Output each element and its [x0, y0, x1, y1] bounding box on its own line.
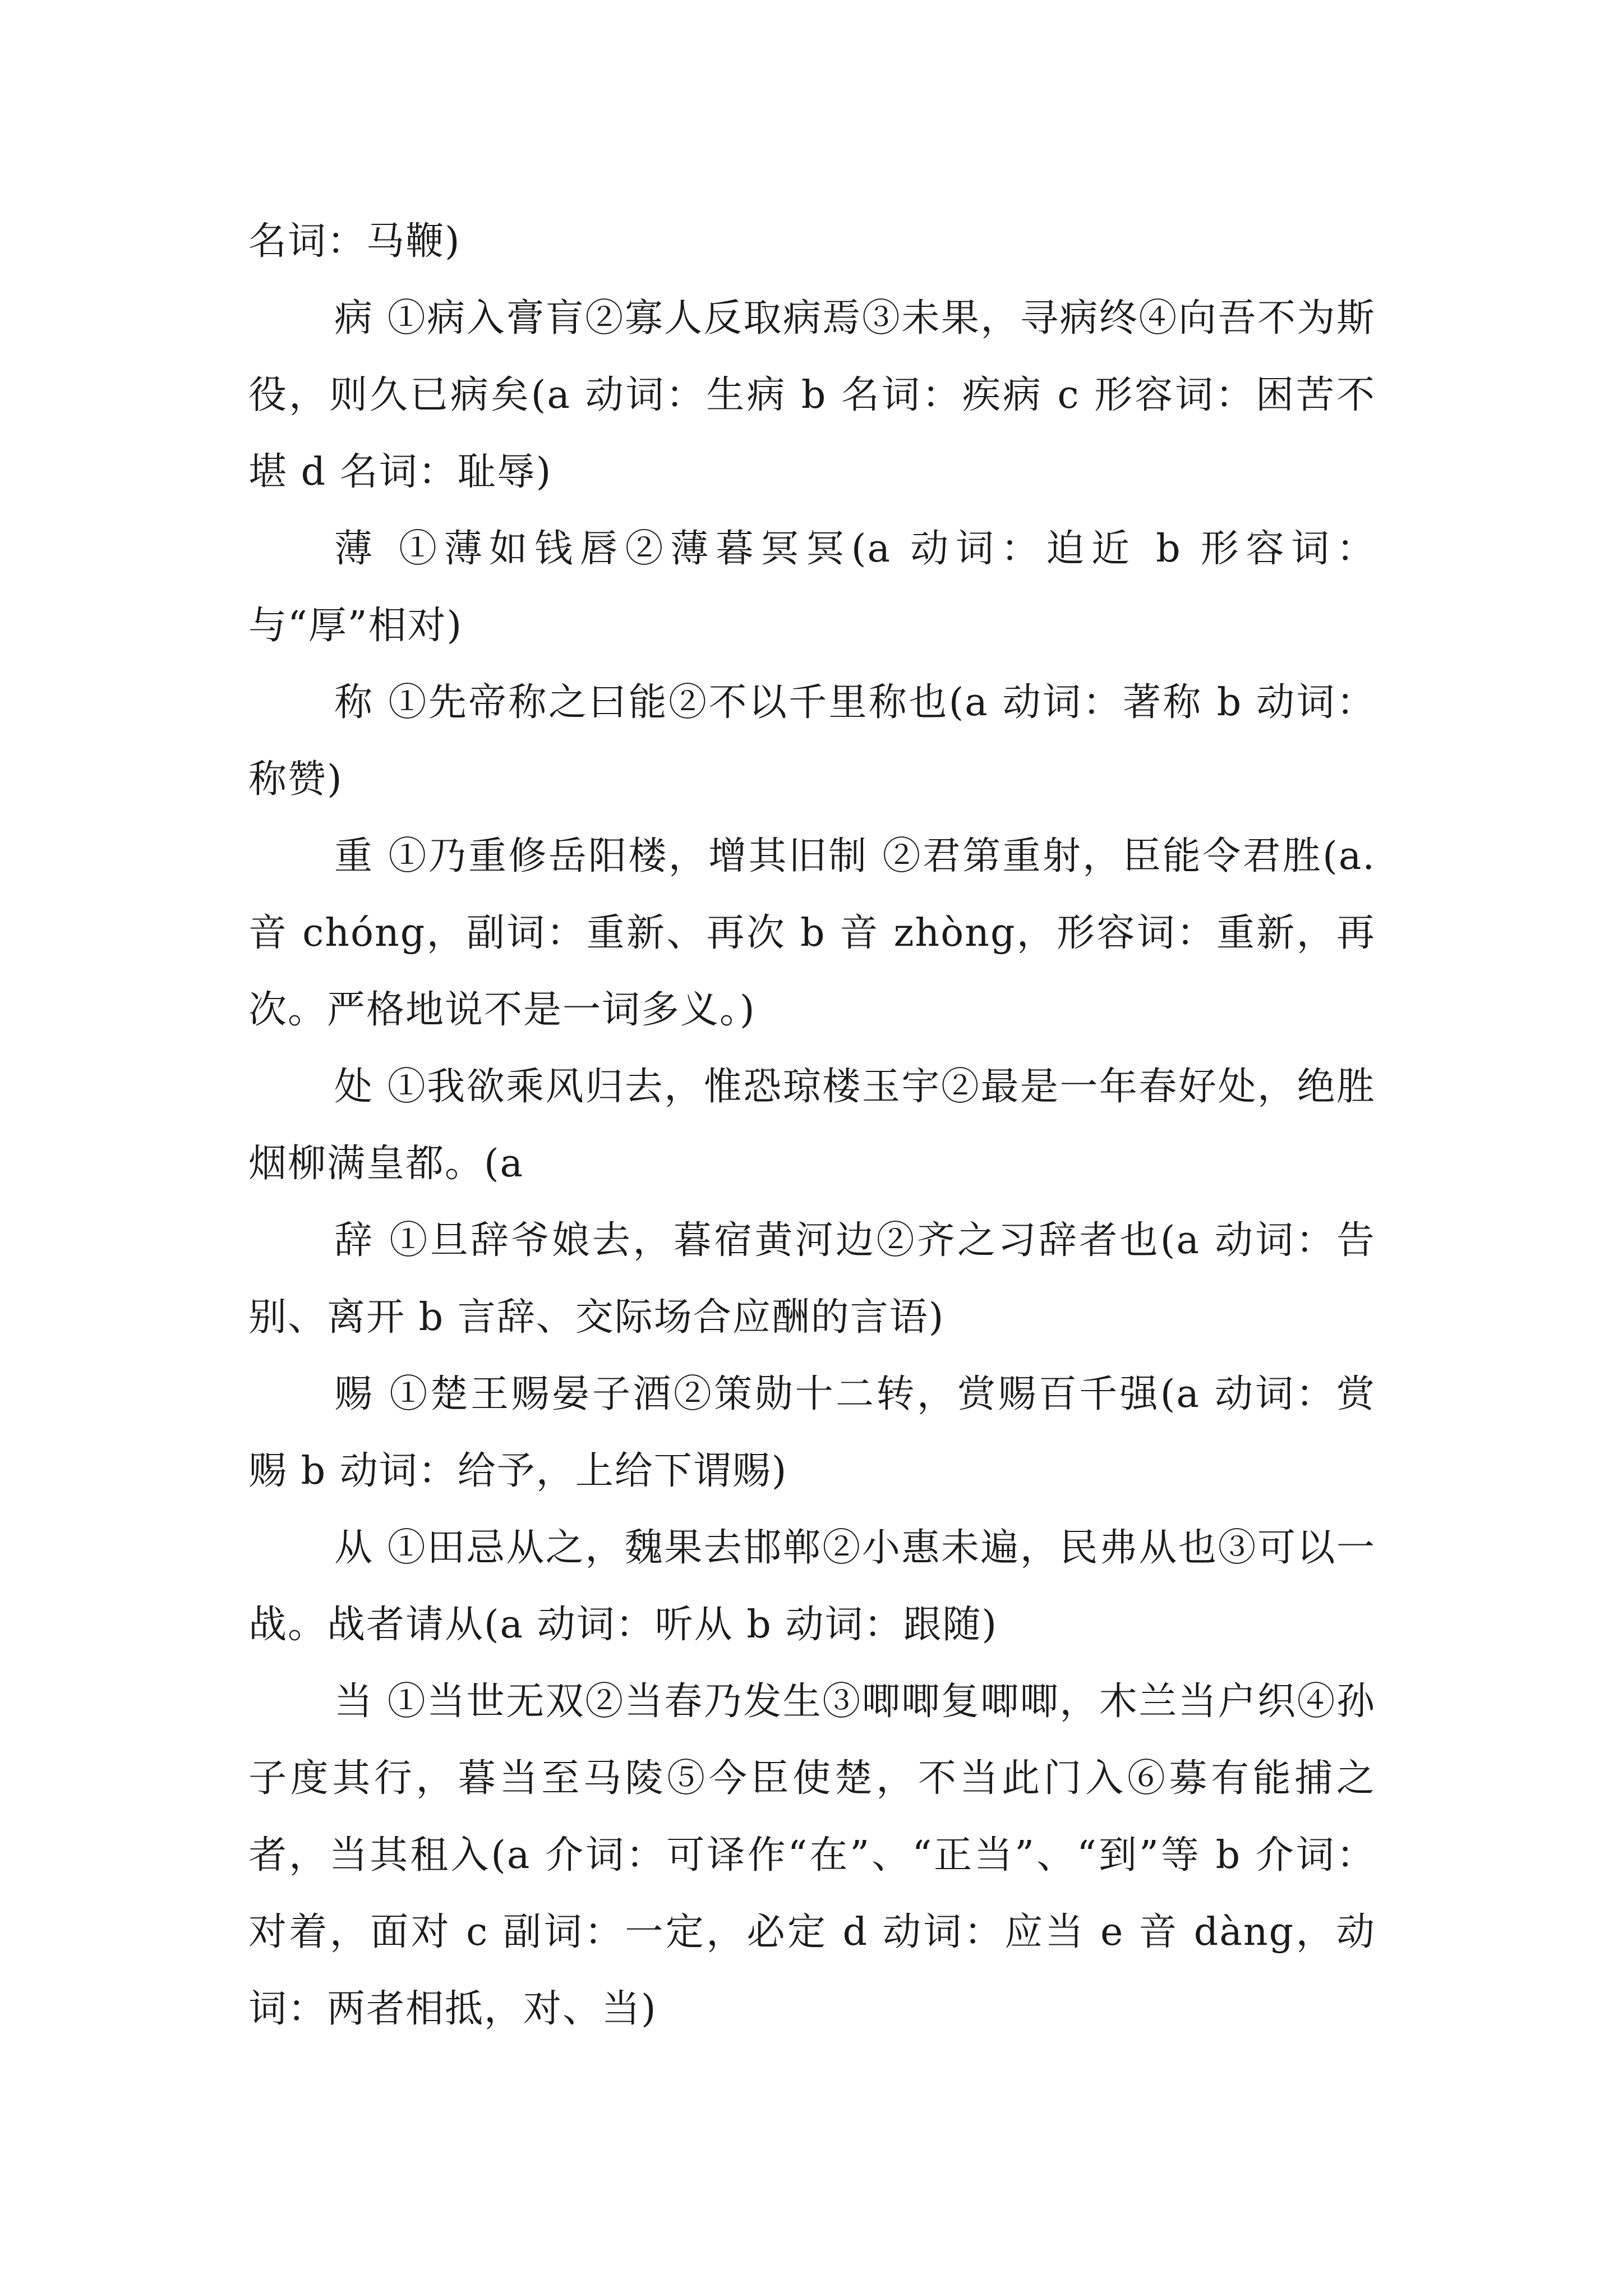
entry-bing: 病 ①病入膏肓②寡人反取病焉③未果，寻病终④向吾不为斯役，则久已病矣(a 动词：生病 b 名词：疾病 c 形容词：困苦不堪 d 名词：耻辱) [248, 296, 1376, 494]
entry-bo: 薄 ①薄如钱唇②薄暮冥冥(a 动词：迫近 b 形容词：与“厚”相对) [248, 527, 1376, 648]
entry-ci-bestow: 赐 ①楚王赐晏子酒②策勋十二转，赏赐百千强(a 动词：赏赐 b 动词：给予，上给下谓赐) [248, 1372, 1376, 1493]
entry-cong: 从 ①田忌从之，魏果去邯郸②小惠未遍，民弗从也③可以一战。战者请从(a 动词：听从 b 动词：跟随) [248, 1526, 1376, 1647]
entry-ci: 辞 ①旦辞爷娘去，暮宿黄河边②齐之习辞者也(a 动词：告别、离开 b 言辞、交际场合应酬的言语) [248, 1218, 1376, 1340]
entry-zhong: 重 ①乃重修岳阳楼，增其旧制 ②君第重射，臣能令君胜(a.音 chóng，副词：重新、再次 b 音 zhòng，形容词：重新，再次。严格地说不是一词多义。) [248, 834, 1376, 1032]
document-body [248, 203, 1376, 2047]
entry-dang: 当 ①当世无双②当春乃发生③唧唧复唧唧，木兰当户织④孙子度其行，暮当至马陵⑤今臣使楚，不当此门入⑥募有能捕之者，当其租入(a 介词：可译作“在”、“正当”、“到”等 b 介词：对着，面对 c 副词：一定，必定 d 动词：应当 e 音 dàng，动词：两者相抵，对、当) [248, 1680, 1376, 2031]
entry-cheng: 称 ①先帝称之曰能②不以千里称也(a 动词：著称 b 动词：称赞) [248, 680, 1376, 802]
entry-chu: 处 ①我欲乘风归去，惟恐琼楼玉宇②最是一年春好处，绝胜烟柳满皇都。(a [248, 1065, 1376, 1186]
paragraph-continuation: 名词：马鞭) [248, 219, 461, 264]
